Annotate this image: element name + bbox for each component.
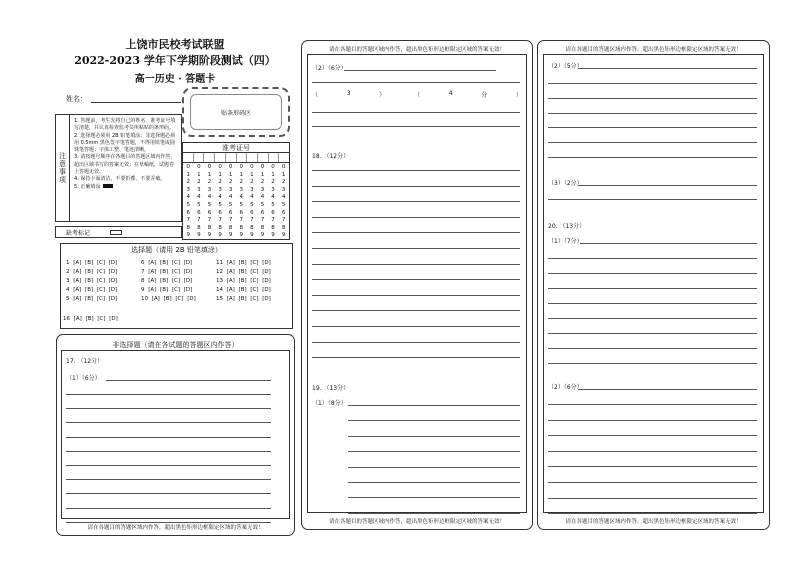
mc-question-3[interactable]: 3 [A] [B] [C] [D] bbox=[66, 278, 118, 284]
answer-line[interactable] bbox=[548, 420, 757, 421]
answer-line[interactable] bbox=[548, 513, 757, 514]
mc-question-9[interactable]: 9 [A] [B] [C] [D] bbox=[141, 287, 193, 293]
mc-question-2[interactable]: 2 [A] [B] [C] [D] bbox=[66, 269, 118, 275]
notes-label-char: 事 bbox=[59, 168, 66, 176]
answer-line[interactable] bbox=[548, 435, 757, 436]
header-note: 请在各题目的答题区域内作答，超出黑色矩形边框限定区域的答案无效！ bbox=[565, 47, 742, 53]
exam-id-digit-bubble[interactable]: 6 bbox=[239, 209, 244, 216]
answer-panel-2 bbox=[301, 40, 533, 530]
exam-id-digit-bubble[interactable]: 6 bbox=[250, 209, 254, 216]
answer-line[interactable] bbox=[548, 273, 757, 274]
score-mark: （ bbox=[413, 92, 420, 99]
exam-id-digit-bubble[interactable]: 2 bbox=[207, 179, 212, 186]
answer-line[interactable] bbox=[548, 318, 757, 319]
name-row bbox=[66, 94, 181, 104]
score-mark: （ bbox=[312, 92, 319, 99]
exam-id-digit-bubble[interactable]: 5 bbox=[260, 201, 265, 208]
mc-question-6[interactable]: 6 [A] [B] [C] [D] bbox=[141, 260, 193, 266]
note-item: 1. 答题前，考生先将自己的姓名、准考证号填写清楚，并认真检查监考员所粘贴的条形码。 bbox=[74, 118, 176, 132]
mc-question-15[interactable]: 15 [A] [B] [C] [D] bbox=[216, 296, 271, 302]
notes-label-char: 注 bbox=[59, 152, 66, 160]
exam-id-write-box[interactable] bbox=[258, 153, 269, 162]
exam-id-digit-bubble[interactable]: 6 bbox=[186, 209, 191, 216]
answer-line[interactable] bbox=[548, 482, 757, 483]
exam-id-write-box[interactable] bbox=[226, 153, 237, 162]
exam-id-digit-bubble[interactable]: 4 bbox=[250, 194, 254, 201]
exam-id-digit-bubble[interactable]: 1 bbox=[207, 171, 212, 178]
answer-line[interactable] bbox=[66, 493, 271, 494]
answer-line[interactable] bbox=[548, 98, 757, 99]
exam-id-digit-bubble[interactable]: 5 bbox=[228, 201, 233, 208]
answer-line[interactable] bbox=[548, 333, 757, 334]
exam-id-digit-bubble[interactable]: 9 bbox=[186, 232, 191, 239]
exam-id-digit-bubble[interactable]: 1 bbox=[250, 171, 254, 178]
exam-id-column bbox=[204, 163, 215, 239]
exam-id-digit-bubble[interactable]: 2 bbox=[228, 179, 233, 186]
mc-question-14[interactable]: 14 [A] [B] [C] [D] bbox=[216, 287, 271, 293]
exam-id-digit-bubble[interactable]: 8 bbox=[207, 224, 212, 231]
notes-label-char: 项 bbox=[59, 176, 66, 184]
answer-line[interactable] bbox=[66, 394, 271, 395]
answer-line[interactable] bbox=[578, 68, 757, 69]
notes-box bbox=[55, 114, 182, 222]
exam-id-digit-bubble[interactable]: 8 bbox=[228, 224, 233, 231]
exam-id-digit-bubble[interactable]: 3 bbox=[260, 186, 265, 193]
question-20-label: 20. （13分） bbox=[548, 223, 586, 230]
name-field[interactable] bbox=[91, 95, 181, 103]
exam-id-digit-bubble[interactable]: 2 bbox=[186, 179, 191, 186]
mc-question-16[interactable]: 16 [A] [B] [C] [D] bbox=[63, 316, 118, 322]
exam-id-digit-bubble[interactable]: 5 bbox=[271, 201, 275, 208]
answer-line[interactable] bbox=[312, 310, 520, 311]
exam-id-grid bbox=[182, 142, 290, 240]
exam-id-digit-bubble[interactable]: 0 bbox=[239, 164, 244, 170]
answer-line[interactable] bbox=[348, 482, 520, 483]
exam-id-digit-bubble[interactable]: 4 bbox=[218, 194, 222, 201]
answer-area-17-18-19 bbox=[307, 54, 527, 513]
exam-id-digit-bubble[interactable]: 3 bbox=[218, 186, 222, 193]
multiple-choice-box bbox=[60, 243, 293, 329]
exam-id-digit-bubble[interactable]: 1 bbox=[218, 171, 222, 178]
exam-id-digit-bubble[interactable]: 0 bbox=[281, 164, 286, 170]
exam-id-digit-bubble[interactable]: 1 bbox=[228, 171, 233, 178]
mc-question-4[interactable]: 4 [A] [B] [C] [D] bbox=[66, 287, 118, 293]
question-19-1-label: （1）（8分） bbox=[312, 400, 347, 407]
exam-id-digit-bubble[interactable]: 0 bbox=[186, 164, 191, 170]
exam-id-digit-bubble[interactable]: 9 bbox=[197, 232, 201, 239]
exam-id-digit-bubble[interactable]: 8 bbox=[260, 224, 265, 231]
exam-id-column bbox=[257, 163, 268, 239]
exam-id-digit-bubble[interactable]: 5 bbox=[239, 201, 244, 208]
question-17-1-label: （1）（6分） bbox=[66, 375, 101, 382]
answer-line[interactable] bbox=[548, 451, 757, 452]
exam-id-digit-bubble[interactable]: 6 bbox=[207, 209, 212, 216]
exam-id-digit-bubble[interactable]: 9 bbox=[239, 232, 244, 239]
notes-label-char: 意 bbox=[59, 160, 66, 168]
mc-question-11[interactable]: 11 [A] [B] [C] [D] bbox=[216, 260, 271, 266]
answer-line[interactable] bbox=[312, 217, 520, 218]
question-17-label: 17. （12分） bbox=[66, 358, 104, 365]
score-mark: 3 bbox=[346, 90, 351, 97]
exam-id-digit-bubble[interactable]: 4 bbox=[281, 194, 286, 201]
exam-id-write-box[interactable] bbox=[269, 153, 280, 162]
exam-id-column bbox=[215, 163, 226, 239]
exam-id-write-box[interactable] bbox=[237, 153, 248, 162]
question-17-2-label: （2）（6分） bbox=[312, 65, 347, 72]
exam-id-digit-bubble[interactable]: 9 bbox=[218, 232, 222, 239]
question-19-3-label: （3）（2分） bbox=[548, 180, 583, 187]
answer-line[interactable] bbox=[106, 380, 271, 381]
exam-id-digit-bubble[interactable]: 0 bbox=[218, 164, 222, 170]
mc-grid bbox=[61, 256, 292, 328]
exam-id-digit-bubble[interactable]: 8 bbox=[239, 224, 244, 231]
answer-line[interactable] bbox=[548, 348, 757, 349]
exam-id-digit-bubble[interactable]: 5 bbox=[207, 201, 212, 208]
exam-id-column bbox=[225, 163, 236, 239]
exam-id-digit-bubble[interactable]: 9 bbox=[281, 232, 286, 239]
exam-id-digit-bubble[interactable]: 7 bbox=[218, 217, 222, 224]
answer-line[interactable] bbox=[548, 363, 757, 364]
exam-id-digit-bubble[interactable]: 3 bbox=[228, 186, 233, 193]
exam-id-title: 准考证号 bbox=[183, 143, 289, 153]
answer-line[interactable] bbox=[312, 201, 520, 202]
exam-id-digit-bubble[interactable]: 2 bbox=[218, 179, 222, 186]
note-item: 4. 保持卡面清洁，不要折叠、不要弄破。 bbox=[74, 176, 166, 183]
exam-id-digit-bubble[interactable]: 7 bbox=[239, 217, 244, 224]
question-20-2-label: （2）（6分） bbox=[548, 384, 583, 391]
answer-line[interactable] bbox=[580, 243, 757, 244]
exam-id-digit-bubble[interactable]: 5 bbox=[186, 201, 191, 208]
score-mark: 4 bbox=[448, 90, 453, 97]
exam-id-digit-bubble[interactable]: 9 bbox=[271, 232, 275, 239]
answer-line[interactable] bbox=[548, 498, 757, 499]
answer-line[interactable] bbox=[312, 82, 520, 83]
answer-line[interactable] bbox=[312, 126, 520, 127]
exam-id-write-box[interactable] bbox=[194, 153, 205, 162]
exam-id-digit-bubble[interactable]: 7 bbox=[281, 217, 286, 224]
header-note: 请在各题目的答题区域内作答，超出黑色矩形边框限定区域的答案无效！ bbox=[328, 47, 505, 53]
mc-question-8[interactable]: 8 [A] [B] [C] [D] bbox=[141, 278, 193, 284]
exam-id-digit-bubble[interactable]: 1 bbox=[197, 171, 201, 178]
exam-id-digit-bubble[interactable]: 6 bbox=[271, 209, 275, 216]
absent-mark-row bbox=[55, 226, 182, 238]
exam-id-bubbles bbox=[183, 163, 289, 239]
note-item-5: 5. 正确填涂 bbox=[74, 183, 101, 190]
exam-id-digit-bubble[interactable]: 5 bbox=[218, 201, 222, 208]
exam-id-digit-bubble[interactable]: 6 bbox=[218, 209, 222, 216]
answer-line[interactable] bbox=[312, 295, 520, 296]
exam-id-digit-bubble[interactable]: 0 bbox=[271, 164, 275, 170]
answer-line[interactable] bbox=[66, 479, 271, 480]
exam-id-column bbox=[278, 163, 289, 239]
exam-id-digit-bubble[interactable]: 1 bbox=[239, 171, 244, 178]
exam-id-digit-bubble[interactable]: 9 bbox=[207, 232, 212, 239]
footer-note: 请在各题目的答题区域内作答，超出黑色矩形边框限定区域的答案无效！ bbox=[328, 519, 505, 525]
answer-line[interactable] bbox=[312, 112, 520, 113]
exam-id-digit-bubble[interactable]: 8 bbox=[271, 224, 275, 231]
exam-id-digit-bubble[interactable]: 4 bbox=[228, 194, 233, 201]
exam-id-digit-bubble[interactable]: 2 bbox=[197, 179, 201, 186]
exam-id-digit-bubble[interactable]: 9 bbox=[228, 232, 233, 239]
exam-id-digit-bubble[interactable]: 0 bbox=[250, 164, 254, 170]
name-label: 姓名： bbox=[66, 95, 87, 103]
absent-label: 缺考标记 bbox=[66, 229, 91, 237]
question-18-label: 18. （12分） bbox=[312, 153, 350, 160]
answer-line[interactable] bbox=[548, 258, 757, 259]
exam-id-digit-bubble[interactable]: 8 bbox=[186, 224, 191, 231]
exam-id-digit-bubble[interactable]: 4 bbox=[207, 194, 212, 201]
answer-line[interactable] bbox=[312, 232, 520, 233]
exam-id-digit-bubble[interactable]: 4 bbox=[239, 194, 244, 201]
exam-id-digit-bubble[interactable]: 7 bbox=[260, 217, 265, 224]
exam-id-digit-bubble[interactable]: 7 bbox=[207, 217, 212, 224]
exam-id-digit-bubble[interactable]: 8 bbox=[197, 224, 201, 231]
answer-line[interactable] bbox=[548, 157, 757, 158]
answer-line[interactable] bbox=[578, 185, 757, 186]
exam-id-digit-bubble[interactable]: 2 bbox=[281, 179, 286, 186]
exam-id-digit-bubble[interactable]: 3 bbox=[197, 186, 201, 193]
score-mark: ） bbox=[379, 92, 386, 99]
answer-line[interactable] bbox=[348, 497, 520, 498]
exam-title: 2022-2023 学年下学期阶段测试（四） bbox=[74, 54, 276, 67]
answer-line[interactable] bbox=[344, 70, 496, 71]
exam-id-digit-bubble[interactable]: 2 bbox=[260, 179, 265, 186]
filled-sample-mark bbox=[103, 184, 113, 188]
answer-line[interactable] bbox=[548, 127, 757, 128]
answer-panel-3 bbox=[537, 40, 770, 530]
barcode-label: 贴条形码区 bbox=[190, 94, 282, 130]
exam-id-digit-bubble[interactable]: 9 bbox=[250, 232, 254, 239]
absent-checkbox[interactable] bbox=[110, 230, 122, 235]
answer-line[interactable] bbox=[312, 342, 520, 343]
exam-id-digit-bubble[interactable]: 5 bbox=[281, 201, 286, 208]
exam-id-digit-bubble[interactable]: 9 bbox=[260, 232, 265, 239]
exam-id-digit-bubble[interactable]: 0 bbox=[228, 164, 233, 170]
note-item bbox=[74, 184, 178, 191]
subject-title: 高一历史 · 答题卡 bbox=[134, 74, 216, 85]
exam-id-digit-bubble[interactable]: 4 bbox=[186, 194, 191, 201]
exam-id-write-box[interactable] bbox=[247, 153, 258, 162]
exam-id-digit-bubble[interactable]: 2 bbox=[250, 179, 254, 186]
note-item: 2. 选择题必须用 2B 铅笔填涂；非选择题必须用 0.5mm 黑色签字笔答题，不得用铅笔或圆珠笔答题；字体工整、笔迹清晰。 bbox=[74, 132, 176, 154]
exam-id-write-box[interactable] bbox=[279, 153, 289, 162]
exam-id-digit-bubble[interactable]: 5 bbox=[250, 201, 254, 208]
exam-id-digit-bubble[interactable]: 1 bbox=[260, 171, 265, 178]
exam-id-column bbox=[194, 163, 205, 239]
mc-question-12[interactable]: 12 [A] [B] [C] [D] bbox=[216, 269, 271, 275]
answer-area-19-20 bbox=[543, 54, 764, 513]
exam-id-digit-bubble[interactable]: 0 bbox=[207, 164, 212, 170]
exam-id-column bbox=[247, 163, 258, 239]
mc-question-10[interactable]: 10 [A] [B] [C] [D] bbox=[141, 296, 196, 302]
answer-line[interactable] bbox=[66, 508, 271, 509]
exam-id-column bbox=[268, 163, 279, 239]
exam-id-digit-bubble[interactable]: 2 bbox=[239, 179, 244, 186]
footer-note: 请在各题目的答题区域内作答，超出黑色矩形边框限定区域的答案无效！ bbox=[565, 519, 742, 525]
answer-line[interactable] bbox=[548, 113, 757, 114]
exam-id-digit-bubble[interactable]: 1 bbox=[186, 171, 191, 178]
exam-id-digit-bubble[interactable]: 3 bbox=[207, 186, 212, 193]
answer-line[interactable] bbox=[312, 264, 520, 265]
exam-id-digit-bubble[interactable]: 7 bbox=[197, 217, 201, 224]
exam-id-column bbox=[236, 163, 247, 239]
answer-line[interactable] bbox=[312, 326, 520, 327]
exam-id-digit-bubble[interactable]: 3 bbox=[239, 186, 244, 193]
notes-label bbox=[56, 115, 70, 221]
answer-line[interactable] bbox=[348, 513, 520, 514]
answer-line[interactable] bbox=[578, 389, 757, 390]
mc-question-5[interactable]: 5 [A] [B] [C] [D] bbox=[66, 296, 118, 302]
exam-id-write-box[interactable] bbox=[183, 153, 194, 162]
answer-line[interactable] bbox=[548, 199, 757, 200]
school-union-title: 上饶市民校考试联盟 bbox=[125, 38, 225, 51]
question-19-2-label: （2）（5分） bbox=[548, 63, 583, 70]
answer-line[interactable] bbox=[66, 451, 271, 452]
answer-line[interactable] bbox=[66, 422, 271, 423]
answer-area-17 bbox=[61, 350, 290, 519]
exam-id-digit-bubble[interactable]: 3 bbox=[271, 186, 275, 193]
answer-line[interactable] bbox=[312, 357, 520, 358]
answer-line[interactable] bbox=[348, 420, 520, 421]
non-choice-panel bbox=[56, 334, 295, 536]
exam-id-digit-bubble[interactable]: 7 bbox=[186, 217, 191, 224]
answer-line[interactable] bbox=[548, 142, 757, 143]
exam-id-digit-bubble[interactable]: 7 bbox=[250, 217, 254, 224]
exam-id-digit-bubble[interactable]: 4 bbox=[197, 194, 201, 201]
exam-id-digit-bubble[interactable]: 6 bbox=[281, 209, 286, 216]
mc-question-13[interactable]: 13 [A] [B] [C] [D] bbox=[216, 278, 271, 284]
answer-line[interactable] bbox=[548, 288, 757, 289]
exam-id-digit-bubble[interactable]: 8 bbox=[218, 224, 222, 231]
answer-line[interactable] bbox=[312, 170, 520, 171]
notes-body bbox=[70, 115, 181, 221]
exam-id-digit-bubble[interactable]: 1 bbox=[271, 171, 275, 178]
exam-id-digit-bubble[interactable]: 8 bbox=[281, 224, 286, 231]
answer-line[interactable] bbox=[312, 248, 520, 249]
exam-id-digit-bubble[interactable]: 6 bbox=[197, 209, 201, 216]
exam-id-digit-bubble[interactable]: 6 bbox=[228, 209, 233, 216]
answer-line[interactable] bbox=[348, 405, 520, 406]
exam-id-digit-bubble[interactable]: 8 bbox=[250, 224, 254, 231]
exam-id-digit-bubble[interactable]: 7 bbox=[271, 217, 275, 224]
exam-id-digit-bubble[interactable]: 0 bbox=[197, 164, 201, 170]
answer-line[interactable] bbox=[348, 467, 520, 468]
exam-id-digit-bubble[interactable]: 2 bbox=[271, 179, 275, 186]
exam-id-digit-bubble[interactable]: 1 bbox=[281, 171, 286, 178]
mc-question-1[interactable]: 1 [A] [B] [C] [D] bbox=[66, 260, 118, 266]
answer-line[interactable] bbox=[548, 83, 757, 84]
question-20-1-label: （1）（7分） bbox=[548, 238, 583, 245]
non-choice-title: 非选择题（请在各试题的答题区内作答） bbox=[112, 341, 239, 349]
question-19-label: 19. （13分） bbox=[312, 385, 350, 392]
exam-id-digit-bubble[interactable]: 3 bbox=[186, 186, 191, 193]
footer-note: 请在各题目的答题区域内作答，超出黑色矩形边框限定区域的答案无效！ bbox=[87, 525, 264, 531]
answer-line[interactable] bbox=[548, 466, 757, 467]
note-item: 3. 请按题号顺序在各题目的答题区域内作答，超出区域书写的答案无效；在草稿纸、试题卷上答题无效。 bbox=[74, 154, 176, 176]
exam-id-write-boxes bbox=[183, 153, 289, 163]
answer-line[interactable] bbox=[548, 404, 757, 405]
barcode-area bbox=[182, 87, 290, 137]
answer-line[interactable] bbox=[312, 279, 520, 280]
exam-id-digit-bubble[interactable]: 5 bbox=[197, 201, 201, 208]
score-mark: 分 bbox=[481, 92, 488, 99]
answer-line[interactable] bbox=[348, 451, 520, 452]
score-mark: ） bbox=[515, 92, 522, 99]
exam-id-write-box[interactable] bbox=[215, 153, 226, 162]
score-marks-row bbox=[312, 90, 522, 99]
exam-id-write-box[interactable] bbox=[204, 153, 215, 162]
exam-id-column bbox=[183, 163, 194, 239]
answer-line[interactable] bbox=[66, 465, 271, 466]
exam-id-digit-bubble[interactable]: 4 bbox=[260, 194, 265, 201]
exam-id-digit-bubble[interactable]: 4 bbox=[271, 194, 275, 201]
mc-title: 选择题（请用 2B 铅笔填涂） bbox=[131, 246, 222, 254]
answer-line[interactable] bbox=[312, 186, 520, 187]
answer-line[interactable] bbox=[66, 408, 271, 409]
mc-question-7[interactable]: 7 [A] [B] [C] [D] bbox=[141, 269, 193, 275]
answer-line[interactable] bbox=[66, 437, 271, 438]
exam-id-digit-bubble[interactable]: 3 bbox=[281, 186, 286, 193]
answer-line[interactable] bbox=[548, 303, 757, 304]
answer-line[interactable] bbox=[348, 436, 520, 437]
exam-id-digit-bubble[interactable]: 3 bbox=[250, 186, 254, 193]
exam-id-digit-bubble[interactable]: 6 bbox=[260, 209, 265, 216]
exam-id-digit-bubble[interactable]: 7 bbox=[228, 217, 233, 224]
exam-id-digit-bubble[interactable]: 0 bbox=[260, 164, 265, 170]
